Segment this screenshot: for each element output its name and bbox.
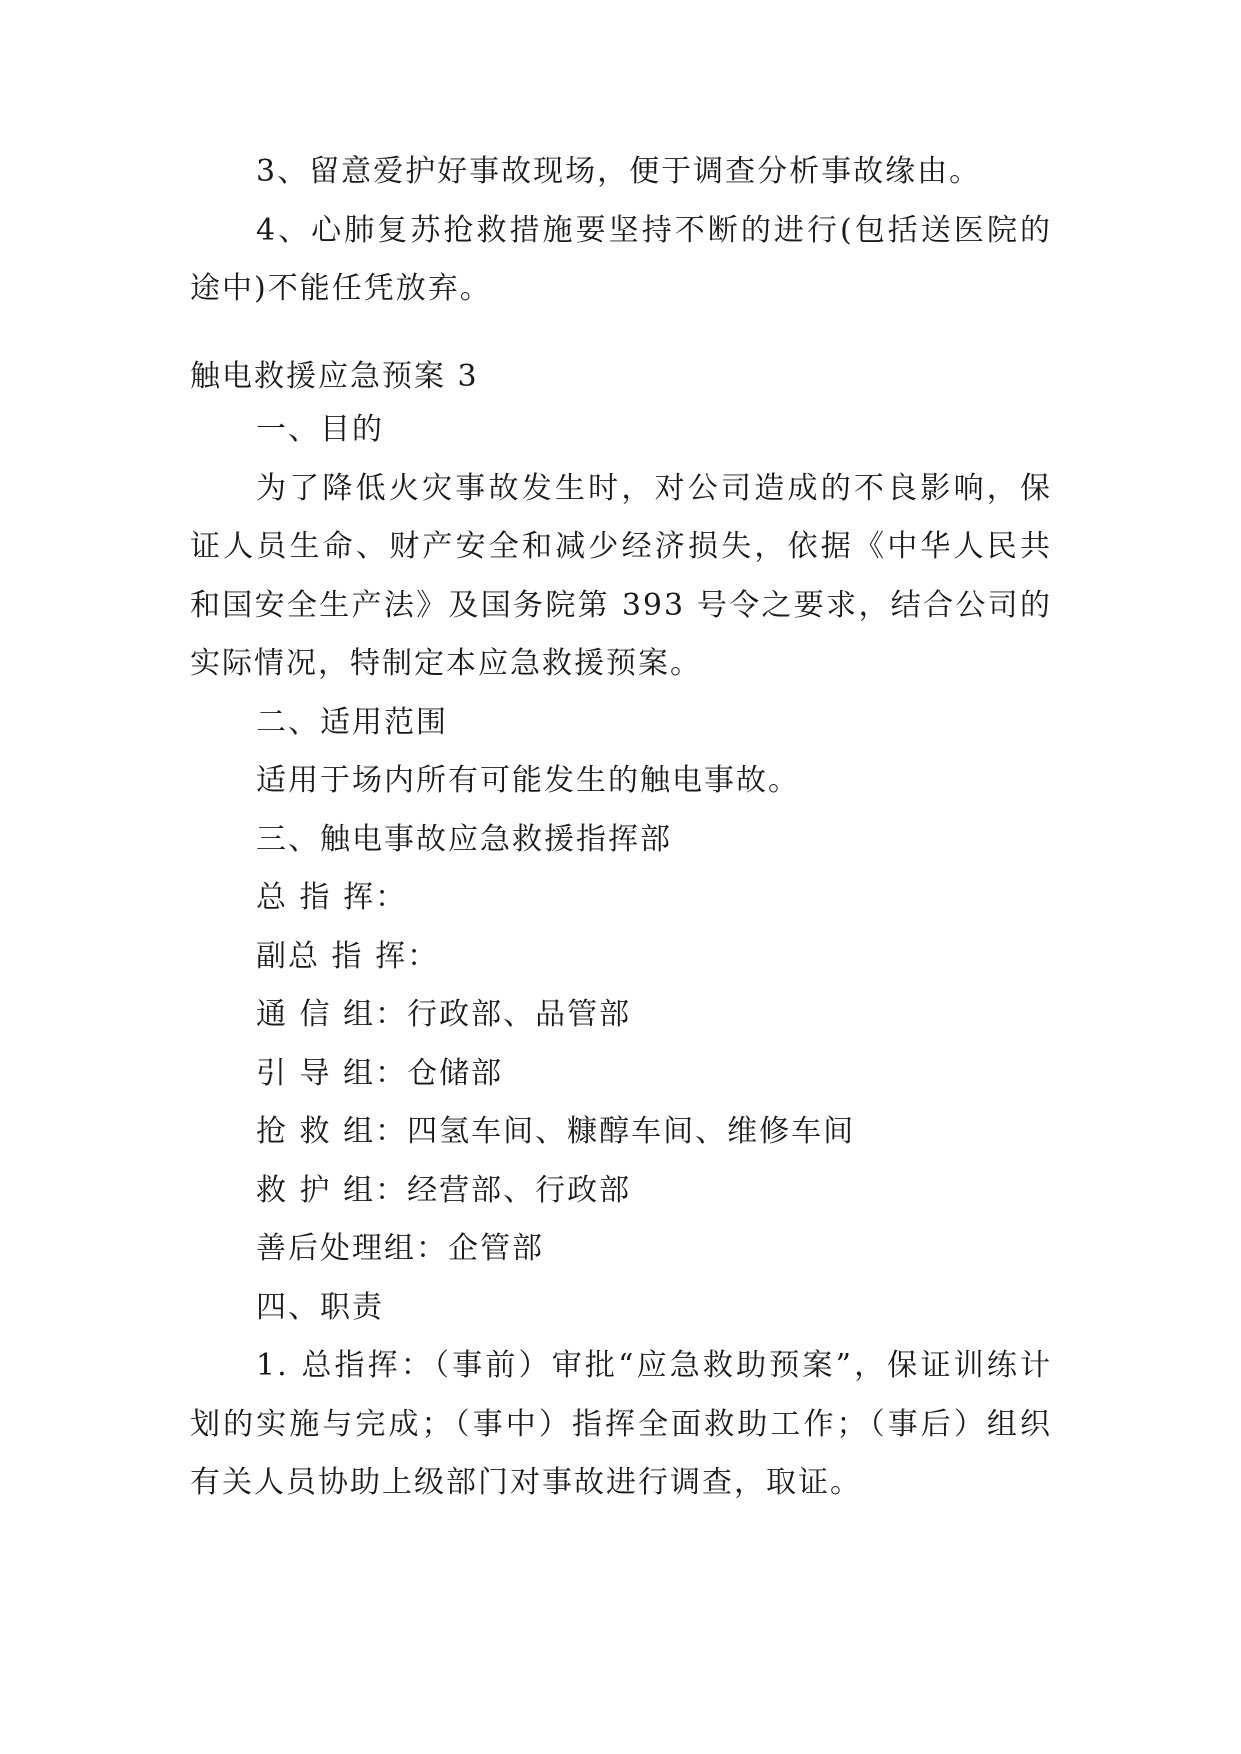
paragraph: 为了降低火灾事故发生时，对公司造成的不良影响，保证人员生命、财产安全和减少经济损失，依据《中华人民共和国安全生产法》及国务院第 393 号令之要求，结合公司的实际情况，特制定本应急救援预案。 bbox=[190, 470, 1052, 681]
paragraph: 一、目的 bbox=[256, 412, 384, 447]
paragraph: 4、心肺复苏抢救措施要坚持不断的进行(包括送医院的途中)不能任凭放弃。 bbox=[190, 212, 1052, 306]
paragraph: 善后处理组：企管部 bbox=[256, 1231, 544, 1266]
paragraph: 通 信 组：行政部、品管部 bbox=[256, 997, 632, 1032]
paragraph: 引 导 组：仓储部 bbox=[256, 1055, 504, 1091]
paragraph: 抢 救 组：四氢车间、糠醇车间、维修车间 bbox=[256, 1114, 856, 1149]
paragraph: 1. 总指挥：（事前）审批“应急救助预案”，保证训练计划的实施与完成；（事中）指挥全面救助工作；（事后）组织有关人员协助上级部门对事故进行调查，取证。 bbox=[190, 1348, 1052, 1500]
paragraph: 副总 指 挥： bbox=[256, 938, 440, 974]
section-title: 触电救援应急预案 3 bbox=[190, 359, 479, 394]
paragraph: 二、适用范围 bbox=[256, 704, 448, 740]
text-block-top bbox=[190, 143, 1052, 319]
text-block-main bbox=[190, 401, 1052, 1513]
paragraph: 四、职责 bbox=[256, 1289, 384, 1325]
paragraph: 适用于场内所有可能发生的触电事故。 bbox=[256, 763, 800, 798]
paragraph: 总 指 挥： bbox=[256, 880, 408, 915]
section-title-block bbox=[190, 348, 1052, 407]
paragraph: 3、留意爱护好事故现场，便于调查分析事故缘由。 bbox=[256, 154, 982, 189]
paragraph: 三、触电事故应急救援指挥部 bbox=[256, 821, 672, 857]
paragraph: 救 护 组：经营部、行政部 bbox=[256, 1172, 632, 1208]
